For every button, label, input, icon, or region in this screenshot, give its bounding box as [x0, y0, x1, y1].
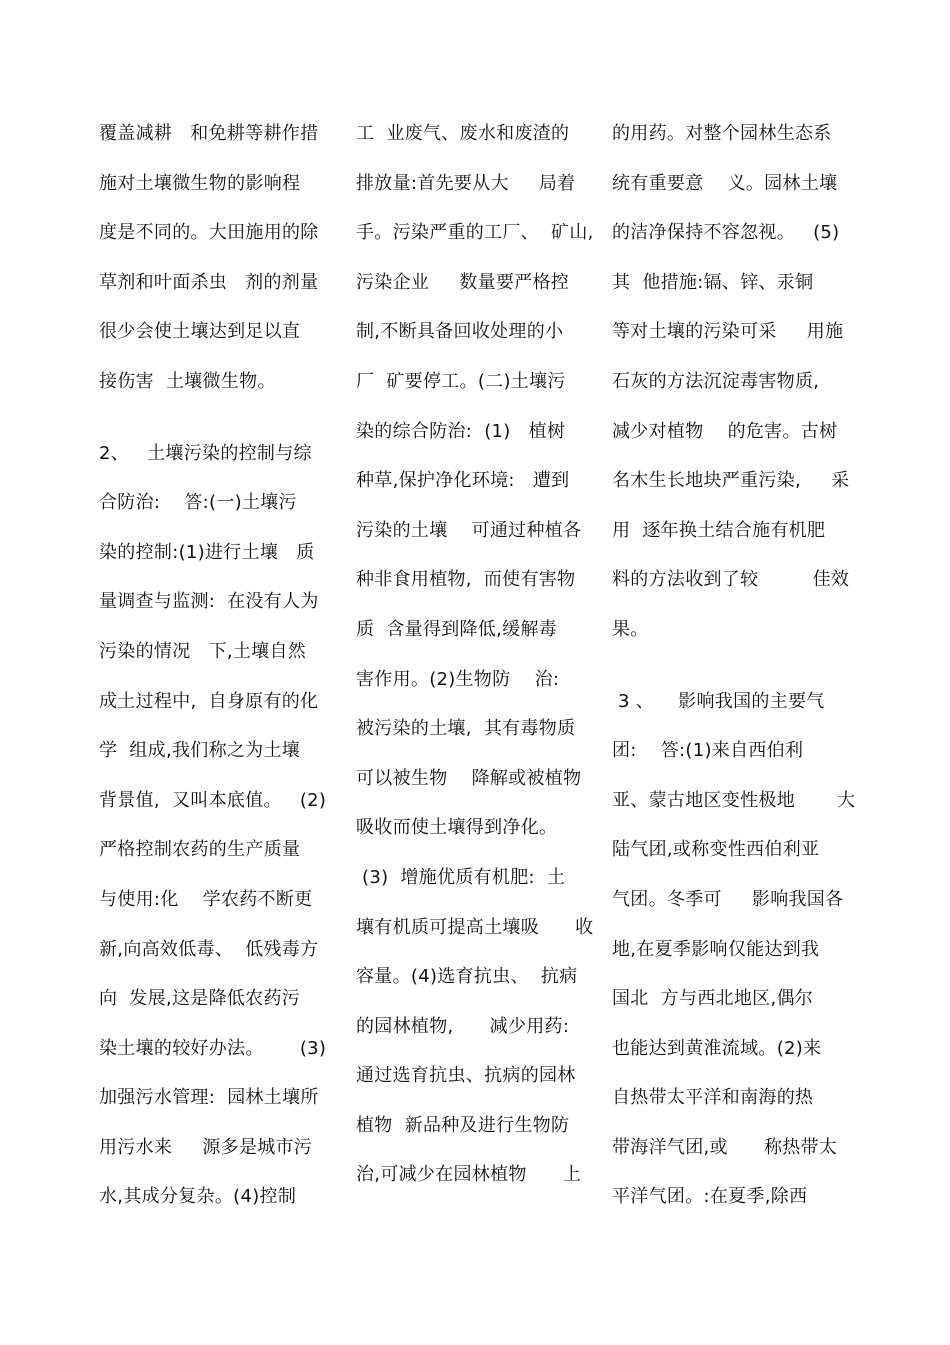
text-line: 度是不同的。大田施用的除 — [99, 222, 319, 244]
text-line: 染土壤的较好办法。 (3) — [99, 1037, 327, 1059]
text-line: 的园林植物, 减少用药: — [356, 1015, 570, 1037]
text-line: 工 业废气、废水和废渣的 — [356, 123, 570, 144]
text-line: 的用药。对整个园林生态系 — [612, 123, 832, 144]
text-line: 可以被生物 降解或被植物 — [356, 767, 582, 789]
text-line: 草剂和叶面杀虫 剂的剂量 — [99, 271, 319, 293]
text-line: 制,不断具备回收处理的小 — [356, 321, 564, 343]
text-line: 名木生长地块严重污染, 采 — [612, 470, 850, 492]
text-line: 量调查与监测: 在没有人为 — [99, 591, 319, 613]
paragraph — [99, 429, 339, 1223]
text-line: 壤有机质可提高土壤吸 收 — [356, 916, 594, 938]
text-line: 用污水来 源多是城市污 — [99, 1136, 313, 1158]
text-line: 其 他措施:镉、锌、汞铜 — [612, 271, 814, 293]
paragraph — [612, 677, 856, 1223]
text-line: 加强污水管理: 园林土壤所 — [99, 1087, 319, 1109]
text-line: 排放量:首先要从大 局着 — [356, 172, 576, 194]
text-line: 地,在夏季影响仅能达到我 — [612, 938, 820, 960]
text-line: 带海洋气团,或 称热带太 — [612, 1136, 838, 1158]
text-line: 学 组成,我们称之为土壤 — [99, 740, 301, 762]
text-line: 减少对植物 的危害。古树 — [612, 420, 838, 442]
text-line: 团: 答:(1)来自西伯利 — [612, 740, 804, 762]
text-line: 施对土壤微生物的影响程 — [99, 172, 301, 194]
text-line: 的洁净保持不容忽视。 (5) — [612, 222, 840, 244]
text-column-3 — [612, 109, 856, 1222]
text-line: 石灰的方法沉淀毒害物质, — [612, 370, 820, 392]
text-column-2 — [356, 109, 594, 1200]
text-line: 气团。冬季可 影响我国各 — [612, 888, 844, 910]
text-line: 向 发展,这是降低农药污 — [99, 988, 301, 1010]
text-line: 厂 矿要停工。(二)土壤污 — [356, 370, 566, 392]
text-line: 质 含量得到降低,缓解毒 — [356, 618, 558, 640]
text-line: 2、 土壤污染的控制与综 — [99, 442, 312, 464]
text-line: 果。 — [612, 618, 649, 640]
text-line: 合防治: 答:(一)土壤污 — [99, 492, 297, 514]
text-line: 成土过程中, 自身原有的化 — [99, 690, 319, 712]
paragraph — [99, 109, 339, 407]
paragraph — [356, 109, 594, 1200]
text-line: 也能达到黄淮流域。(2)来 — [612, 1037, 822, 1059]
text-line: 料的方法收到了较 佳效 — [612, 569, 850, 591]
text-line: 治,可减少在园林植物 上 — [356, 1164, 582, 1186]
paragraph-gap — [99, 407, 339, 429]
text-line: 种非食用植物, 而使有害物 — [356, 569, 576, 591]
text-line: 吸收而使土壤得到净化。 — [356, 817, 558, 839]
text-line: 等对土壤的污染可采 用施 — [612, 321, 844, 343]
text-line: 植物 新品种及进行生物防 — [356, 1114, 570, 1136]
text-line: 水,其成分复杂。(4)控制 — [99, 1186, 297, 1208]
text-line: 很少会使土壤达到足以直 — [99, 321, 301, 343]
text-column-1 — [99, 109, 339, 1222]
text-line: 自热带太平洋和南海的热 — [612, 1087, 814, 1109]
text-line: 手。污染严重的工厂、 矿山, — [356, 222, 594, 244]
text-line: 亚、蒙古地区变性极地 大 — [612, 789, 856, 811]
text-line: 新,向高效低毒、 低残毒方 — [99, 938, 319, 960]
text-line: 被污染的土壤, 其有毒物质 — [356, 718, 576, 740]
text-line: 背景值, 又叫本底值。 (2) — [99, 789, 327, 811]
text-line: 国北 方与西北地区,偶尔 — [612, 988, 814, 1010]
text-line: 统有重要意 义。园林土壤 — [612, 172, 838, 194]
text-line: 污染的情况 下,土壤自然 — [99, 640, 307, 662]
paragraph-gap — [612, 655, 852, 677]
text-line: 与使用:化 学农药不断更 — [99, 888, 313, 910]
text-line: 平洋气团。:在夏季,除西 — [612, 1186, 808, 1208]
text-line: 种草,保护净化环境: 遭到 — [356, 470, 570, 492]
text-line: 3 、 影响我国的主要气 — [612, 690, 825, 712]
text-line: 容量。(4)选育抗虫、 抗病 — [356, 966, 578, 988]
text-line: 用 逐年换土结合施有机肥 — [612, 519, 826, 541]
text-line: 接伤害 土壤微生物。 — [99, 370, 276, 392]
text-line: 通过选育抗虫、抗病的园林 — [356, 1065, 576, 1087]
text-line: 覆盖减耕 和免耕等耕作措 — [99, 123, 319, 144]
text-line: 陆气团,或称变性西伯利亚 — [612, 839, 820, 861]
text-line: 害作用。(2)生物防 治: — [356, 668, 560, 690]
text-line: 污染的土壤 可通过种植各 — [356, 519, 582, 541]
text-line: 污染企业 数量要严格控 — [356, 271, 570, 293]
text-line: 染的控制:(1)进行土壤 质 — [99, 541, 315, 563]
text-line: 染的综合防治: (1) 植树 — [356, 420, 566, 442]
text-line: 严格控制农药的生产质量 — [99, 839, 301, 861]
text-line: (3) 增施优质有机肥: 土 — [356, 866, 566, 888]
paragraph — [612, 109, 852, 655]
